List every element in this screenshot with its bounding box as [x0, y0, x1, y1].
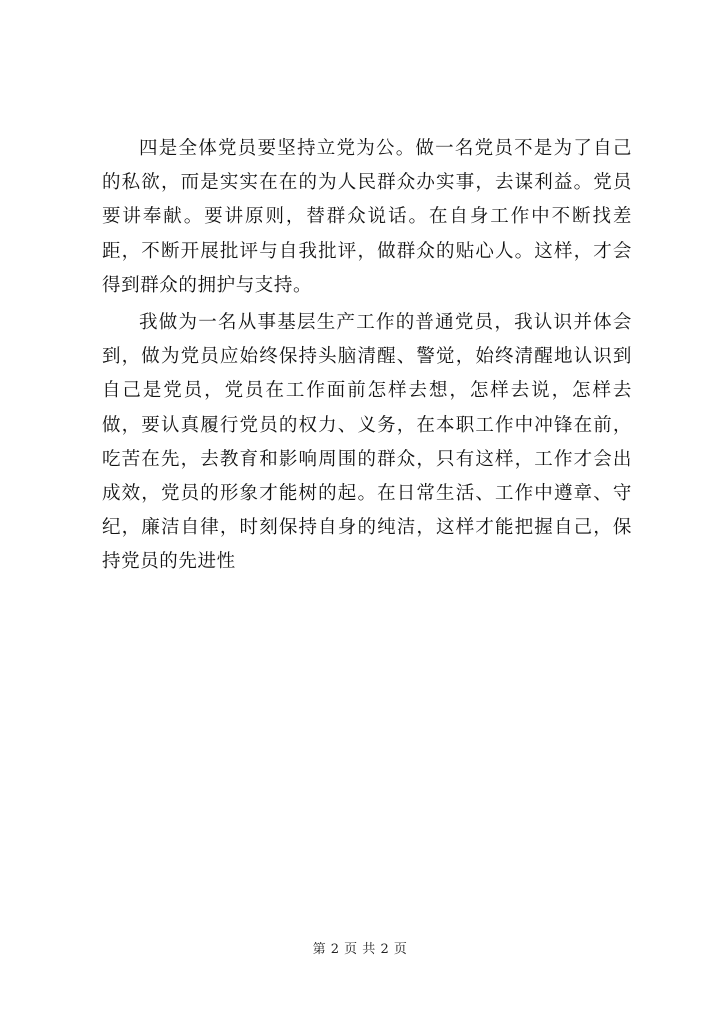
paragraph-1: 四是全体党员要坚持立党为公。做一名党员不是为了自己的私欲，而是实实在在的为人民群众办实事，去谋利益。党员要讲奉献。要讲原则，替群众说话。在自身工作中不断找差距，不断开展批评与自我批评，做群众的贴心人。这样，才会得到群众的拥护与支持。 [102, 138, 632, 296]
document-body [102, 132, 632, 580]
page-footer: 第 2 页 共 2 页 [312, 942, 408, 957]
paragraph-2: 我做为一名从事基层生产工作的普通党员，我认识并体会到，做为党员应始终保持头脑清醒、警觉，始终清醒地认识到自己是党员，党员在工作面前怎样去想，怎样去说，怎样去做，要认真履行党员的权力、义务，在本职工作中冲锋在前，吃苦在先，去教育和影响周围的群众，只有这样，工作才会出成效，党员的形象才能树的起。在日常生活、工作中遵章、守纪，廉洁自律，时刻保持自身的纯洁，这样才能把握自己，保持党员的先进性 [102, 312, 632, 573]
